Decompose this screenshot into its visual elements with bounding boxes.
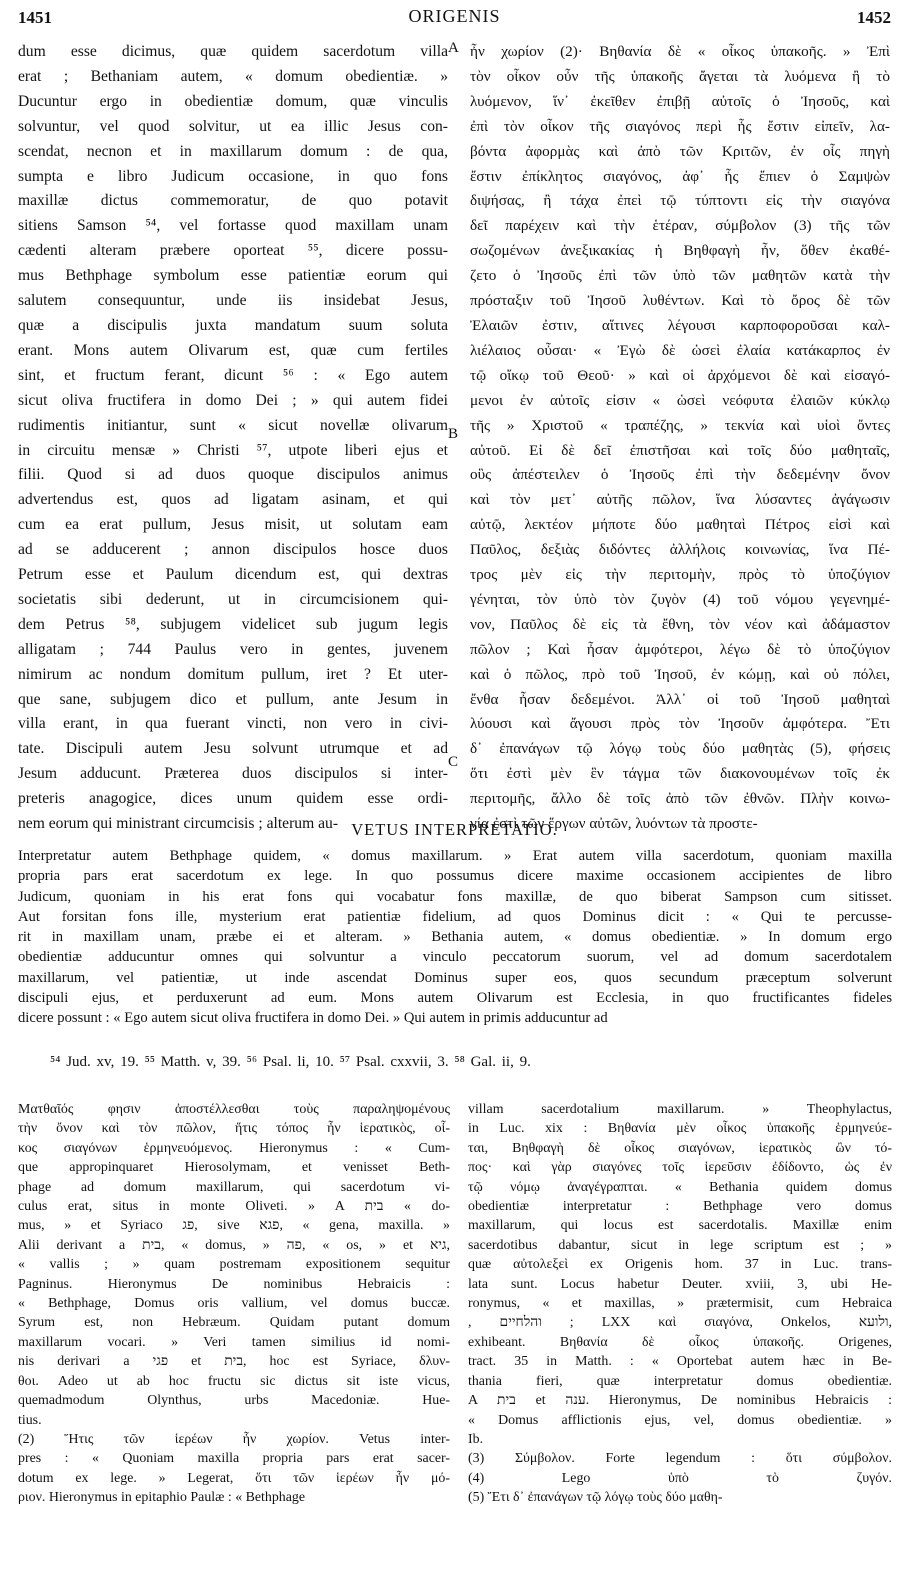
greek-line: βόντα ἀφορμὰς καὶ ἀπὸ τῶν Κριτῶν, ἐν οἷς πηγὴ [470, 142, 890, 160]
greek-line: τρος μὲν εἰς τὴν περιτομὴν, πρὸς τὸ ὑποζύγιον [470, 566, 890, 584]
greek-line: γένηται, τὸν ὑπὸ τὸν ζυγὸν (4) τοῦ νόμου γεγενημέ- [470, 590, 890, 608]
greek-line: νον, Παῦλος δὲ εἰς τὰ ἔθνη, τὸν νέον καὶ ἀδάμαστον [470, 615, 890, 633]
footnote-line: culus erat, situs in monte Oliveti. » A בית « do- [18, 1199, 450, 1215]
latin-line: quæ a discipulis juxta mandatum suum soluta [18, 316, 448, 334]
latin-line: nem eorum qui ministrant circumcisis ; alterum au- [18, 815, 339, 833]
greek-line: τὸν οἶκον οὖν τῆς ὑπακοῆς ἄγεται τὰ λυόμενα ἢ τὸ [470, 67, 890, 85]
greek-line: ἔνθα ἦσαν δεδεμένοι. Ἀλλ᾽ οἱ τοῦ Ἰησοῦ μαθηταὶ [470, 690, 890, 708]
latin-line: Ducuntur ergo in obedientiæ domum, quæ vinculis [18, 92, 448, 110]
footnote-line: tract. 35 in Matth. : « Oportebat autem hæc in Be- [468, 1354, 892, 1370]
greek-line: σωζομένων ἀνεξικακίας ἡ Βηθφαγὴ ἦν, ὅθεν ἐκαθέ- [470, 242, 890, 260]
latin-column [18, 40, 448, 837]
greek-line: διψήσας, ἢ τάχα ἐπεὶ τῷ τύπτοντι εἰς τὴν σιαγόνα [470, 192, 890, 210]
footnote-line: πος· καὶ γὰρ σιαγόνες τοῖς ἱερεῦσιν ἐδίδοντο, ὡς ἐν [468, 1160, 892, 1176]
footnotes-right [468, 1100, 892, 1508]
latin-line: mus Bethphage symbolum esse patientiæ eorum qui [18, 267, 448, 285]
vetus-line: obedientiæ adducuntur omnes qui solvuntur a vinculo peccatorum suorum, vel ad domum sacerdotalem [18, 949, 892, 966]
latin-line: maxillæ dictus commemoratur, de quo potavit [18, 192, 448, 210]
running-title: ORIGENIS [408, 6, 501, 26]
latin-line: societatis sibi dederunt, ut in circumcisionem qui- [18, 590, 448, 608]
footnote-line: sacerdotibus dabantur, sicut in lege scriptum est ; » [468, 1237, 892, 1253]
page-number-left: 1451 [18, 8, 52, 27]
footnotes-left [18, 1100, 450, 1508]
greek-line: Ἐλαιῶν ἐστιν, αἵτινες λέγουσι καρποφοροῦσαι καλ- [470, 316, 890, 334]
greek-line: ἔστιν ἐπίκλητος σιαγόνος, ἀφ᾽ ἧς ἔπιεν ὁ Σαμψὼν [470, 167, 890, 185]
latin-line: scendat, necnon et in maxillarum domum : de qua, [18, 142, 448, 160]
section-marker-b: B [448, 426, 459, 442]
latin-line: sumpta e libro Judicum occasione, in quo fons [18, 167, 448, 185]
greek-line: πρόσταξιν τοῦ Ἰησοῦ λυθέντων. Καὶ τὸ ὄρος δὲ τῶν [470, 292, 890, 310]
latin-line: filii. Quod si ad duos quoque discipulos animus [18, 466, 448, 484]
latin-line: preteris anagogice, dices unum quidem esse ordi- [18, 790, 448, 808]
footnote-line: (5) Ἔτι δ᾽ ἐπανάγων τῷ λόγῳ τοὺς δύο μαθη- [468, 1490, 723, 1506]
footnote-line: in Luc. xix : Βηθανία μὲν οἶκος ὑπακοῆς ἑρμηνεύε- [468, 1121, 892, 1137]
latin-line: que sane, subjugem dico et pullum, ante Jesum in [18, 690, 448, 708]
greek-line: καὶ τὸν μετ᾽ αὐτῆς πῶλον, ἵνα λύσαντες ἀγάγωσιν [470, 491, 890, 509]
footnote-line: , והלחיים ; LXX καὶ σιαγόνα, Onkelos, ולועא, [468, 1315, 892, 1331]
greek-line: λύουσι καὶ ἄγουσι πρὸς τὸν Ἰησοῦν ἀμφότερα. Ἔτι [470, 715, 890, 733]
greek-line: τῆς » Χριστοῦ « τραπέζης, » τεκνία καὶ υἱοὶ ὄντες [470, 416, 890, 434]
greek-column [470, 40, 890, 837]
vetus-line: Aut forsitan fons ille, mysterium erat patientiæ fidelium, ad quos Dominus dicit : « Qui te percusse- [18, 908, 892, 925]
page-number-right: 1452 [857, 8, 891, 27]
footnote-line: que appropinquaret Hierosolymam, et venisset Beth- [18, 1160, 450, 1176]
latin-line: Jesum adducunt. Præterea duos discipulos si inter- [18, 765, 448, 783]
footnote-line: villam sacerdotalium maxillarum. » Theophylactus, [468, 1102, 892, 1117]
latin-line: villa erant, in qua fuerant vincti, non vero in civi- [18, 715, 448, 733]
latin-line: Petrum esse et Paulum dicendum est, qui dextras [18, 566, 448, 584]
vetus-line: Judicum, quoniam in his erat fons qui vocabatur fons maxillæ, de quo biberat Sampson cum sitisset. [18, 888, 892, 905]
footnote-line: mus, » et Syriaco פג, sive פגא, « gena, maxilla. » [18, 1218, 450, 1234]
vetus-line: dicere possunt : « Ego autem sicut oliva fructifera in domo Dei. » Qui autem in primis adducuntur ad [18, 1010, 608, 1027]
footnote-line: « Domus afflictionis ejus, vel, domus obedientiæ. » [468, 1412, 892, 1428]
footnote-line: phage ad domum maxillarum, qui sacerdotum vi- [18, 1179, 450, 1195]
latin-line: solvuntur, vel quod solvitur, ut ea illic Jesus con- [18, 117, 448, 135]
footnote-line: θοι. Adeo ut ab hoc fructu sic dictus sit iste vicus, [18, 1373, 450, 1389]
footnote-line: exhibeant. Βηθανία δὲ οἶκος ὑπακοῆς. Origenes, [468, 1334, 892, 1350]
footnote-line: A בית et ענה. Hieronymus, De nominibus Hebraicis : [468, 1393, 892, 1409]
footnote-line: lata sunt. Locus habetur Deuter. xviii, 3, ubi He- [468, 1276, 892, 1292]
latin-line: cædenti alteram præbere oporteat ⁵⁵, dicere possu- [18, 242, 448, 260]
latin-line: alligatam ; 744 Paulus vero in gentes, juvenem [18, 640, 448, 658]
greek-line: ἦν χωρίον (2)· Βηθανία δὲ « οἶκος ὑπακοῆς. » Ἐπὶ [470, 43, 890, 60]
footnote-line: Pagninus. Hieronymus De nominibus Hebraicis : [18, 1276, 450, 1292]
latin-line: in circuitu mensæ » Christi ⁵⁷, utpote liberi ejus et [18, 441, 448, 459]
latin-line: advertendus est, quos ad ligatam asinam, et qui [18, 491, 448, 509]
greek-line: μενοι ἐν αὐτοῖς εἰσιν « ὡσεὶ νεόφυτα ἐλαιῶν κύκλῳ [470, 391, 890, 409]
latin-line: salutem consequuntur, unde iis insidebat Jesus, [18, 292, 448, 310]
greek-line: οὓς ἀπέστειλεν ὁ Ἰησοῦς ἐπὶ τὴν δεδεμένην ὄνον [470, 466, 890, 484]
footnote-line: nis derivari a פגי et בית, hoc est Syriace, δλυν- [18, 1354, 450, 1370]
vetus-line: Interpretatur autem Bethphage quidem, « domus maxillarum. » Erat autem villa sacerdotum, quoniam maxilla [18, 848, 892, 864]
vetus-line: maxillarum, vel patientiæ, ut inde ascendat Dominus super eos, quos secundum præceptum solverunt [18, 969, 892, 986]
latin-line: sint, et fructum ferant, dicunt ⁵⁶ : « Ego autem [18, 366, 448, 384]
footnote-line: Ib. [468, 1431, 484, 1447]
footnote-line: (3) Σύμβολον. Forte legendum : ὅτι σύμβολον. [468, 1451, 892, 1467]
footnote-line: obedientiæ interpretatur : Bethphage vero domus [468, 1199, 892, 1215]
footnote-line: « Bethphage, Domus oris vallium, vel domus buccæ. [18, 1296, 450, 1312]
section-marker-a: A [448, 40, 459, 56]
footnote-line: (2) Ἥτις τῶν ἱερέων ἦν χωρίον. Vetus inter- [18, 1431, 450, 1447]
latin-line: rudimentis initiantur, sunt « sicut novellæ olivarum [18, 416, 448, 434]
footnote-line: Alii derivant a בית, « domus, » פה, « os, » et גיא, [18, 1237, 450, 1253]
greek-line: νία ἐστὶ τῶν ἔργων αὐτῶν, λυόντων τὰ προστε- [470, 815, 758, 833]
greek-line: περιτομῆς, ἄλλο δὲ τοῖς ἀπὸ τῶν ἐθνῶν. Πλὴν κοινω- [470, 790, 890, 808]
greek-line: ὅτι ἐστὶ μὲν ἓν τάγμα τῶν διακονουμένων τοῖς ἐκ [470, 765, 890, 783]
footnote-line: quemadmodum Olynthus, urbs Macedoniæ. Hue- [18, 1393, 450, 1409]
greek-line: καὶ ὁ πῶλος, πρὸ τοῦ Ἰησοῦ, ἐν κώμῃ, καὶ οὐ πόλει, [470, 665, 890, 683]
footnote-line: « vallis ; » quam postremam expositionem sequitur [18, 1257, 450, 1273]
vetus-line: rit in maxillam unam, præbe ei et alteram. » Bethania autem, « domus obedientiæ. » In domum ergo [18, 929, 892, 946]
latin-line: sicut oliva fructifera in domo Dei ; » qui autem fidei [18, 391, 448, 409]
latin-line: tate. Discipuli autem Jesu solvunt utrumque et ad [18, 740, 448, 758]
footnote-line: τῷ νόμῳ ἀναγέγραπται. « Bethania quidem domus [468, 1179, 892, 1195]
footnote-line: maxillarum vocari. » Veri tamen similius id nomi- [18, 1334, 450, 1350]
latin-line: nimirum ac nondum domitum pullum, iret ? Et uter- [18, 665, 448, 683]
vetus-interpretatio-text [18, 846, 892, 1029]
latin-line: sitiens Samson ⁵⁴, vel fortasse quod maxillam unam [18, 217, 448, 235]
vetus-line: discipuli ejus, et perduxerunt ad eum. Mons autem Olivarum est Ecclesia, in quo fructificantes fideles [18, 990, 892, 1007]
scripture-references: ⁵⁴ Jud. xv, 19. ⁵⁵ Matth. v, 39. ⁵⁶ Psal. li, 10. ⁵⁷ Psal. cxxvii, 3. ⁵⁸ Gal. ii, 9. [50, 1054, 531, 1070]
page-header [18, 6, 891, 32]
latin-line: erat ; Bethaniam autem, « domum obedientiæ. » [18, 67, 448, 85]
greek-line: πῶλον ; Καὶ ἦσαν ἀμφότεροι, λέγω δὲ τὸ ὑποζύγιον [470, 640, 890, 658]
greek-line: Παῦλος, δεξιὰς διδόντες ἀλλήλοις κοινωνίας, ἵνα Πέ- [470, 541, 890, 559]
footnote-line: ριον. Hieronymus in epitaphio Paulæ : « Bethphage [18, 1490, 306, 1506]
latin-line: dem Petrus ⁵⁸, subjugem videlicet sub jugum legis [18, 615, 448, 633]
greek-line: τῷ οἴκῳ τοῦ Θεοῦ· » καὶ οἱ ἀρχόμενοι δὲ καὶ εἰσαγό- [470, 366, 890, 384]
footnote-line: (4) Lego ὑπὸ τὸ ζυγόν. [468, 1470, 892, 1486]
section-marker-c: C [448, 754, 459, 770]
latin-line: erant. Mons autem Olivarum est, quæ cum fertiles [18, 341, 448, 359]
greek-line: ἐπὶ τὸν οἶκον τῆς σιαγόνος περὶ ἧς ἔστιν εἰπεῖν, λα- [470, 117, 890, 135]
footnote-line: τὴν ὄνον καὶ τὸν πῶλον, ἥτις τόπος ἦν ἱερατικὸς, οἶ- [18, 1121, 450, 1137]
footnote-line: dotum ex lege. » Legerat, ὅτι τῶν ἱερέων ἦν μό- [18, 1470, 450, 1486]
footnote-line: thania fieri, quæ interpretatur domus obedientiæ. [468, 1373, 892, 1389]
footnote-line: maxillarum, qui locus est sacerdotalis. Maxillæ enim [468, 1218, 892, 1234]
latin-line: ad se adducerent ; annon discipulos hosce duos [18, 541, 448, 559]
footnote-line: quæ αὐτολεξεὶ ex Origenis hom. 37 in Luc. trans- [468, 1257, 892, 1273]
footnote-line: pres : « Quoniam maxilla propria pars erat sacer- [18, 1451, 450, 1467]
greek-line: ζετο ὁ Ἰησοῦς ἐπὶ τῶν ὑπὸ τῶν μαθητῶν κατὰ τὴν [470, 267, 890, 285]
footnote-line: κος σιαγόνων ἑρμηνευόμενος. Hieronymus : « Cum- [18, 1140, 450, 1156]
latin-line: cum ea erat pullum, Jesus misit, ut solutam eam [18, 516, 448, 534]
footnote-line: Ματθαῖός φησιν ἀποστέλλεσθαι τοὺς παραληψομένους [18, 1102, 450, 1117]
greek-line: λιέλαιος οὖσαι· « Ἐγὼ δὲ ὡσεὶ ἐλαία κατάκαρπος ἐν [470, 341, 890, 359]
greek-line: λυόμενον, ἵν᾽ ἐκεῖθεν ἐπιβῇ αὐτοῖς ὁ Ἰησοῦς, καὶ [470, 92, 890, 110]
footnote-line: Syrum est, non Hebræum. Quidam putant domum [18, 1315, 450, 1331]
greek-line: αὐτοῦ. Εἰ δὲ δεῖ ἐπιστῆσαι καὶ τοῖς δύο μαθηταῖς, [470, 441, 890, 459]
greek-line: δεῖ παρέχειν καὶ τὴν ἑτέραν, σύμβολον (3) τῆς τῶν [470, 217, 890, 235]
greek-line: δ᾽ ἐπανάγων τῷ λόγῳ τοὺς δύο μαθητὰς (5), φήσεις [470, 740, 890, 758]
vetus-interpretatio-title: VETUS INTERPRETATIO. [351, 820, 558, 839]
latin-line: dum esse dicimus, quæ quidem sacerdotum villa [18, 43, 448, 60]
vetus-line: propria pars erat sacerdotum ex lege. In quo possumus dicere maxime occasionem accipientes de libro [18, 868, 892, 885]
footnote-line: tius. [18, 1412, 42, 1428]
greek-line: αὐτῷ, λεκτέον μήποτε δύο μαθηταὶ Πέτρος εἰσὶ καὶ [470, 516, 890, 534]
footnote-line: ronymus, « et maxillas, » prætermisit, cum Hebraica [468, 1296, 892, 1312]
footnote-line: ται, Βηθφαγὴ δὲ οἶκος σιαγόνων, ἱερατικὸς ὢν τό- [468, 1140, 892, 1156]
